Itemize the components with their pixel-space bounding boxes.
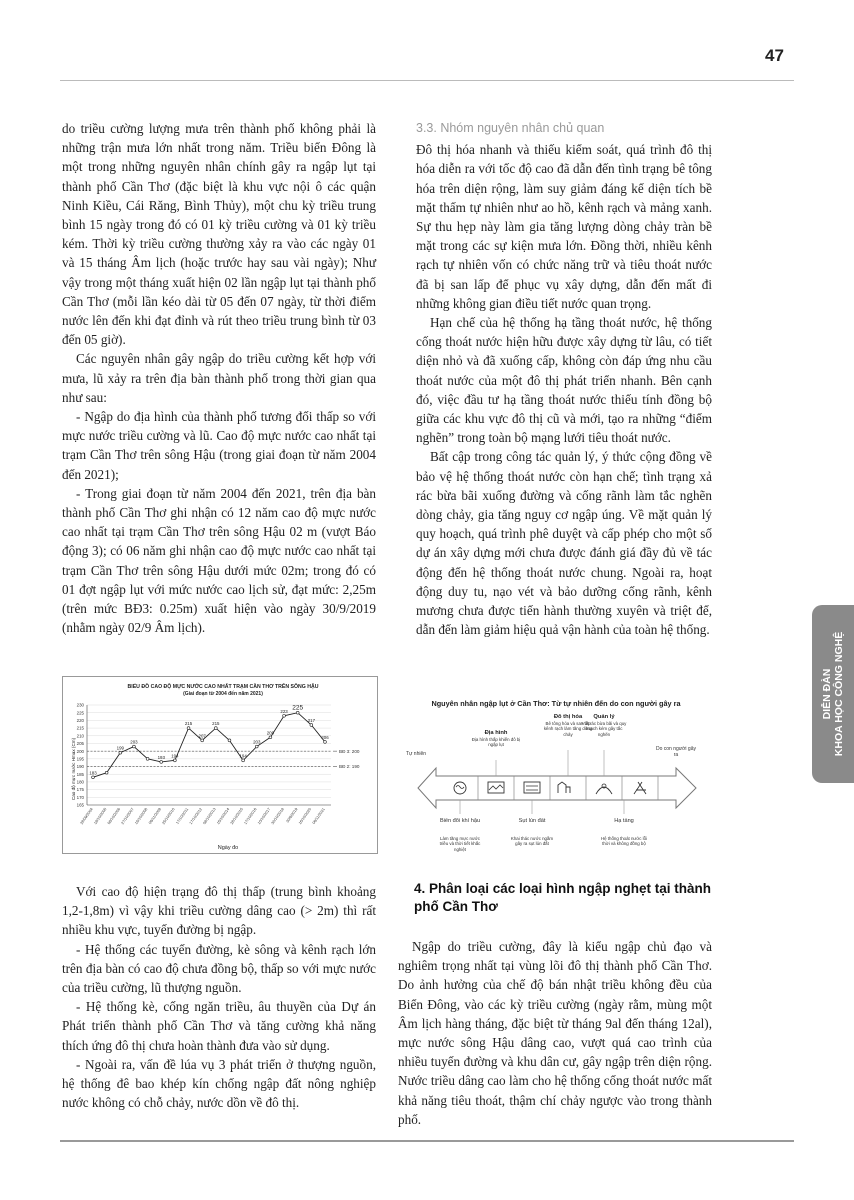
chart-title: BIỂU ĐỒ CAO ĐỘ MỰC NƯỚC CAO NHẤT TRẠM CẦN THƠ TRÊN SÔNG HẬU: [127, 684, 319, 690]
data-label: 209: [266, 730, 275, 736]
side-tab-line2: KHOA HỌC CÔNG NGHỆ: [833, 631, 845, 757]
diagram-cause-title: Đô thị hóa: [553, 714, 583, 720]
paragraph: Hạn chế của hệ thống hạ tầng thoát nước, hệ thống cống thoát nước hiện hữu được xây dựng từ lâu, có tiết diện nhỏ và đã xuống cấp, không còn đáp ứng nhu cầu thoát nước của một đô thị phát triển nhanh. Bên cạnh đó, việc đầu tư hạ tầng thoát nước thiếu tính đồng bộ giữa các khu vực đô thị cũ và mới, tạo ra những “điểm nghẽn” trong toàn bộ mạng lưới tiêu thoát nước.: [416, 315, 712, 446]
data-label: 203: [253, 739, 261, 745]
data-point: [242, 759, 245, 762]
paragraph: Đô thị hóa nhanh và thiếu kiểm soát, quá trình đô thị hóa diễn ra với tốc độ cao đã dẫn đến tình trạng bê tông hóa trên diện rộng, làm suy giảm đáng kể diện tích bề mặt thấm tự nhiên như ao hồ, kênh rạch và mảng xanh. Sự thu hẹp này làm gia tăng lượng dòng chảy tràn bề mặt trong các sự kiện mưa lớn. Đồng thời, nhiều kênh rạch tự nhiên vốn có chức năng trữ và tiêu thoát nước đã bị san lấp để phục vụ xây dựng, dẫn đến mất đi những không gian điều tiết nước quan trọng.: [416, 142, 712, 311]
data-label: 194: [171, 753, 179, 759]
data-label: 203: [130, 739, 138, 745]
paragraph: - Trong giai đoạn từ năm 2004 đến 2021, trên địa bàn thành phố Cần Thơ ghi nhận có 12 năm cao độ mực nước cao nhất tại trạm Cần Thơ trên sông Hậu 02 m (vượt Báo động 3); có 06 năm ghi nhận cao độ mực nước cao nhất tại trạm Cần Thơ trên sông Hậu dưới mức 02m; trong đó có 01 đợt ngập lụt với mức nước cao lịch sử, đạt mức: 2,25m (trên mức BĐ3: 0.25m) xuất hiện vào ngày 30/9/2019 (nhằm ngày 02/9 Âm lịch).: [62, 485, 376, 636]
chart-ylabel: Cao độ mực nước Hmax (Cm): [71, 737, 76, 801]
y-tick-label: 180: [76, 779, 84, 785]
data-label: 215: [184, 721, 193, 727]
y-tick-label: 185: [76, 771, 84, 777]
data-point: [146, 757, 149, 760]
diagram-canvas: [398, 690, 714, 866]
paragraph: do triều cường lượng mưa trên thành phố không phải là những trận mưa lớn nhất trong năm. Triều biển Đông là một trong những nguyên nhân chính gây ra ngập lụt tại thành phố Cần Thơ (đặc biệt là khu vực nội ô các quận Ninh Kiều, Cái Răng, Bình Thủy), một chu kỳ triều trung bình 15 ngày trong đó có 01 kỳ triều cường và 01 kỳ triều kém. Thời kỳ triều cường thường xảy ra vào các ngày 01 và 15 tháng Âm lịch (hoặc trước hay sau vài ngày); Như vậy trong một tháng xuất hiện 02 lần ngập lụt tại thành phố Cần Thơ (mỗi lần kéo dài từ 05 đến 07 ngày, từ thời điểm nước lên đến khi đạt đỉnh và rút theo triều trung bình từ 03 đến 05 giờ).: [62, 121, 376, 348]
paragraph: - Hệ thống các tuyến đường, kè sông và kênh rạch lớn trên địa bàn có cao độ chưa đồng bộ, thấp so với mực nước của triều cường, lũ thượng nguồn.: [62, 941, 376, 996]
diagram-cause-title: Sụt lún đất: [518, 818, 546, 824]
left-column-top: [62, 119, 376, 637]
data-point: [214, 727, 217, 730]
diagram-right-end: Do con người gây ra: [656, 746, 696, 758]
diagram-cause-desc: Vứt rác bừa bãi và quy hoạch kém gây tắc nghẽn: [581, 721, 627, 737]
data-label: 223: [280, 708, 288, 714]
data-label: 217: [307, 718, 316, 723]
reference-label: BĐ 2: 190: [339, 764, 360, 770]
y-tick-label: 205: [76, 741, 84, 747]
y-tick-label: 190: [76, 764, 84, 770]
data-point: [255, 745, 258, 748]
y-tick-label: 175: [76, 787, 84, 793]
diagram-cause-title: Biến đổi khí hậu: [439, 818, 481, 824]
x-tick-label: 17/10/2016: [243, 807, 258, 826]
data-point: [105, 771, 108, 774]
data-point: [283, 714, 286, 717]
data-label: 215: [212, 721, 220, 727]
x-tick-label: 17/10/2011: [175, 807, 190, 825]
diagram-cause-desc: Làm tăng mực nước triều và thời tiết khắc nghiệt: [439, 836, 481, 852]
right-column-top: [416, 119, 712, 639]
section-heading-4: 4. Phân loại các loại hình ngập nghẹt tại thành phố Cần Thơ: [414, 881, 712, 914]
section-heading-3-3: 3.3. Nhóm nguyên nhân chủ quan: [416, 121, 605, 135]
data-label: 193: [157, 754, 165, 760]
chart-canvas: [63, 677, 377, 853]
data-point: [296, 711, 299, 714]
left-column-bottom: [62, 882, 376, 1112]
data-point: [269, 736, 272, 739]
y-tick-label: 200: [76, 748, 84, 754]
footer-rule: [60, 1140, 794, 1142]
side-tab-line1: DIỄN ĐÀN: [821, 668, 833, 720]
y-tick-label: 225: [76, 710, 84, 716]
data-point: [160, 761, 163, 764]
y-tick-label: 210: [76, 733, 84, 739]
y-tick-label: 220: [76, 717, 84, 723]
right-column-bottom: [398, 937, 712, 1129]
page-number: 47: [765, 46, 784, 65]
y-tick-label: 165: [76, 802, 84, 808]
x-tick-label: 25/10/2010: [161, 807, 176, 826]
diagram-cause-desc: Khai thác nước ngầm gây ra sụt lún đất: [510, 836, 554, 847]
x-tick-label: 06/11/2009: [148, 807, 163, 825]
paragraph: Với cao độ hiện trạng đô thị thấp (trung bình khoảng 1,2-1,8m) vì vậy khi triều cường dâng cao (> 2m) thì rất nhiều khu vực, tuyến đường bị ngập.: [62, 884, 376, 938]
data-point: [187, 727, 190, 730]
x-tick-label: 28/09/2004: [79, 807, 94, 826]
y-tick-label: 230: [76, 702, 84, 708]
flood-causes-diagram: [398, 690, 714, 866]
x-tick-label: 10/10/2017: [257, 807, 272, 826]
y-tick-label: 215: [76, 725, 84, 731]
x-tick-label: 30/9/2019: [285, 807, 299, 824]
diagram-left-end: Tự nhiên: [406, 751, 427, 757]
diagram-cause-title: Hạ tầng: [614, 818, 634, 824]
data-point: [324, 741, 327, 744]
data-point: [92, 776, 95, 779]
x-tick-label: 27/10/2007: [120, 807, 135, 826]
x-tick-label: 15/10/2014: [216, 807, 231, 826]
data-label: 225: [292, 704, 304, 712]
data-point: [228, 739, 231, 742]
x-tick-label: 16/10/2008: [134, 807, 149, 826]
x-tick-label: 28/10/2015: [229, 807, 244, 826]
diagram-cause-desc: Địa hình thấp khiến đô bị ngập lụt: [471, 737, 521, 748]
data-point: [119, 751, 122, 754]
paragraph: - Ngoài ra, vấn đề lúa vụ 3 phát triển ở thượng nguồn, hệ thống đê bao khép kín chống ngập đất nông nghiệp nước không có chỗ chảy, nước dồn về đô thị.: [62, 1056, 376, 1111]
paragraph: Bất cập trong công tác quản lý, ý thức cộng đồng về bảo vệ hệ thống thoát nước còn hạn chế; tình trạng xả rác bừa bãi xuống đường và cống rãnh làm tắc nghẽn dòng chảy, gia tăng nguy cơ ngập úng. Về mặt quản lý quy hoạch, quá trình phê duyệt và cấp phép cho một số dự án xây dựng mới chưa được đánh giá đầy đủ về tác động đến hệ thống thoát nước chung. Ngoài ra, hoạt động duy tu, nạo vét và bảo dưỡng cống rãnh, kênh mương chưa được tiến hành thường xuyên và triệt để, dẫn đến làm giảm hiệu quả vận hành của toàn hệ thống.: [416, 449, 712, 638]
water-level-chart: [62, 676, 378, 854]
data-label: 183: [89, 770, 97, 776]
chart-subtitle: (Giai đoạn từ 2004 đến năm 2021): [183, 691, 263, 697]
paragraph: Ngập do triều cường, đây là kiểu ngập chủ đạo và nghiêm trọng nhất tại vùng lõi đô thị thành phố Cần Thơ. Do ảnh hưởng của chế độ bán nhật triều không đều của Biển Đông, vào các kỳ triều cường (ngày rằm, mùng một Âm lịch hàng tháng, đặc biệt từ tháng 9al đến tháng 12al), mực nước sông Hậu dâng cao, vượt quá cao trình của nhiều tuyến đường và khu dân cư, gây ngập trên diện rộng. Nước triều dâng cao làm cho hệ thống cống thoát nước mất khả năng tiêu thoát, thậm chí chảy ngược vào trong thành phố.: [398, 939, 712, 1127]
x-tick-label: 08/10/2006: [106, 807, 122, 826]
x-tick-label: 17/10/2012: [188, 807, 203, 826]
header-rule: [60, 80, 794, 81]
paragraph: - Ngập do địa hình của thành phố tương đối thấp so với mực nước triều cường và lũ. Cao độ mực nước cao nhất tại trạm Cần Thơ trên sông Hậu (trong giai đoạn từ năm 2004 đến 2021);: [62, 409, 376, 482]
series-line: [93, 713, 325, 778]
data-point: [133, 745, 136, 748]
data-label: 199: [116, 745, 124, 751]
diagram-cause-desc: Bê tông hóa và san lấp kênh rạch làm tăng dòng chảy: [543, 721, 593, 737]
data-label: 206: [321, 734, 329, 740]
paragraph: - Hệ thống kè, cống ngăn triều, âu thuyền của Dự án Phát triển thành phố Cần Thơ và tăng cường khả năng thích ứng đô thị chưa hoàn thành đưa vào sử dụng.: [62, 999, 376, 1053]
data-label: 194: [239, 753, 247, 759]
x-tick-label: 08/10/2013: [202, 807, 217, 826]
x-tick-label: 30/10/2018: [270, 807, 285, 826]
diagram-cause-title: Địa hình: [484, 730, 508, 736]
data-label: 207: [198, 733, 206, 739]
diagram-cause-desc: Hệ thống thoát nước lỗi thời và không đồng bộ: [600, 836, 648, 847]
diagram-title: Nguyên nhân ngập lụt ở Cần Thơ: Từ tự nhiên đến do con người gây ra: [431, 699, 681, 708]
data-point: [201, 739, 204, 742]
y-tick-label: 170: [76, 794, 84, 800]
x-tick-label: 06/11/2021: [311, 807, 326, 825]
section-side-tab: [812, 605, 854, 783]
data-point: [310, 724, 313, 727]
diagram-cause-title: Quản lý: [593, 714, 615, 720]
paragraph: Các nguyên nhân gây ngập do triều cường kết hợp với mưa, lũ xảy ra trên địa bàn thành phố trong thời gian qua như sau:: [62, 351, 376, 405]
chart-xlabel: Ngày đo: [217, 845, 239, 851]
y-tick-label: 195: [76, 756, 84, 762]
reference-label: BĐ 3: 200: [339, 748, 360, 754]
data-point: [173, 759, 176, 762]
x-tick-label: 16/10/2020: [297, 807, 313, 826]
x-tick-label: 18/10/2005: [93, 807, 108, 826]
